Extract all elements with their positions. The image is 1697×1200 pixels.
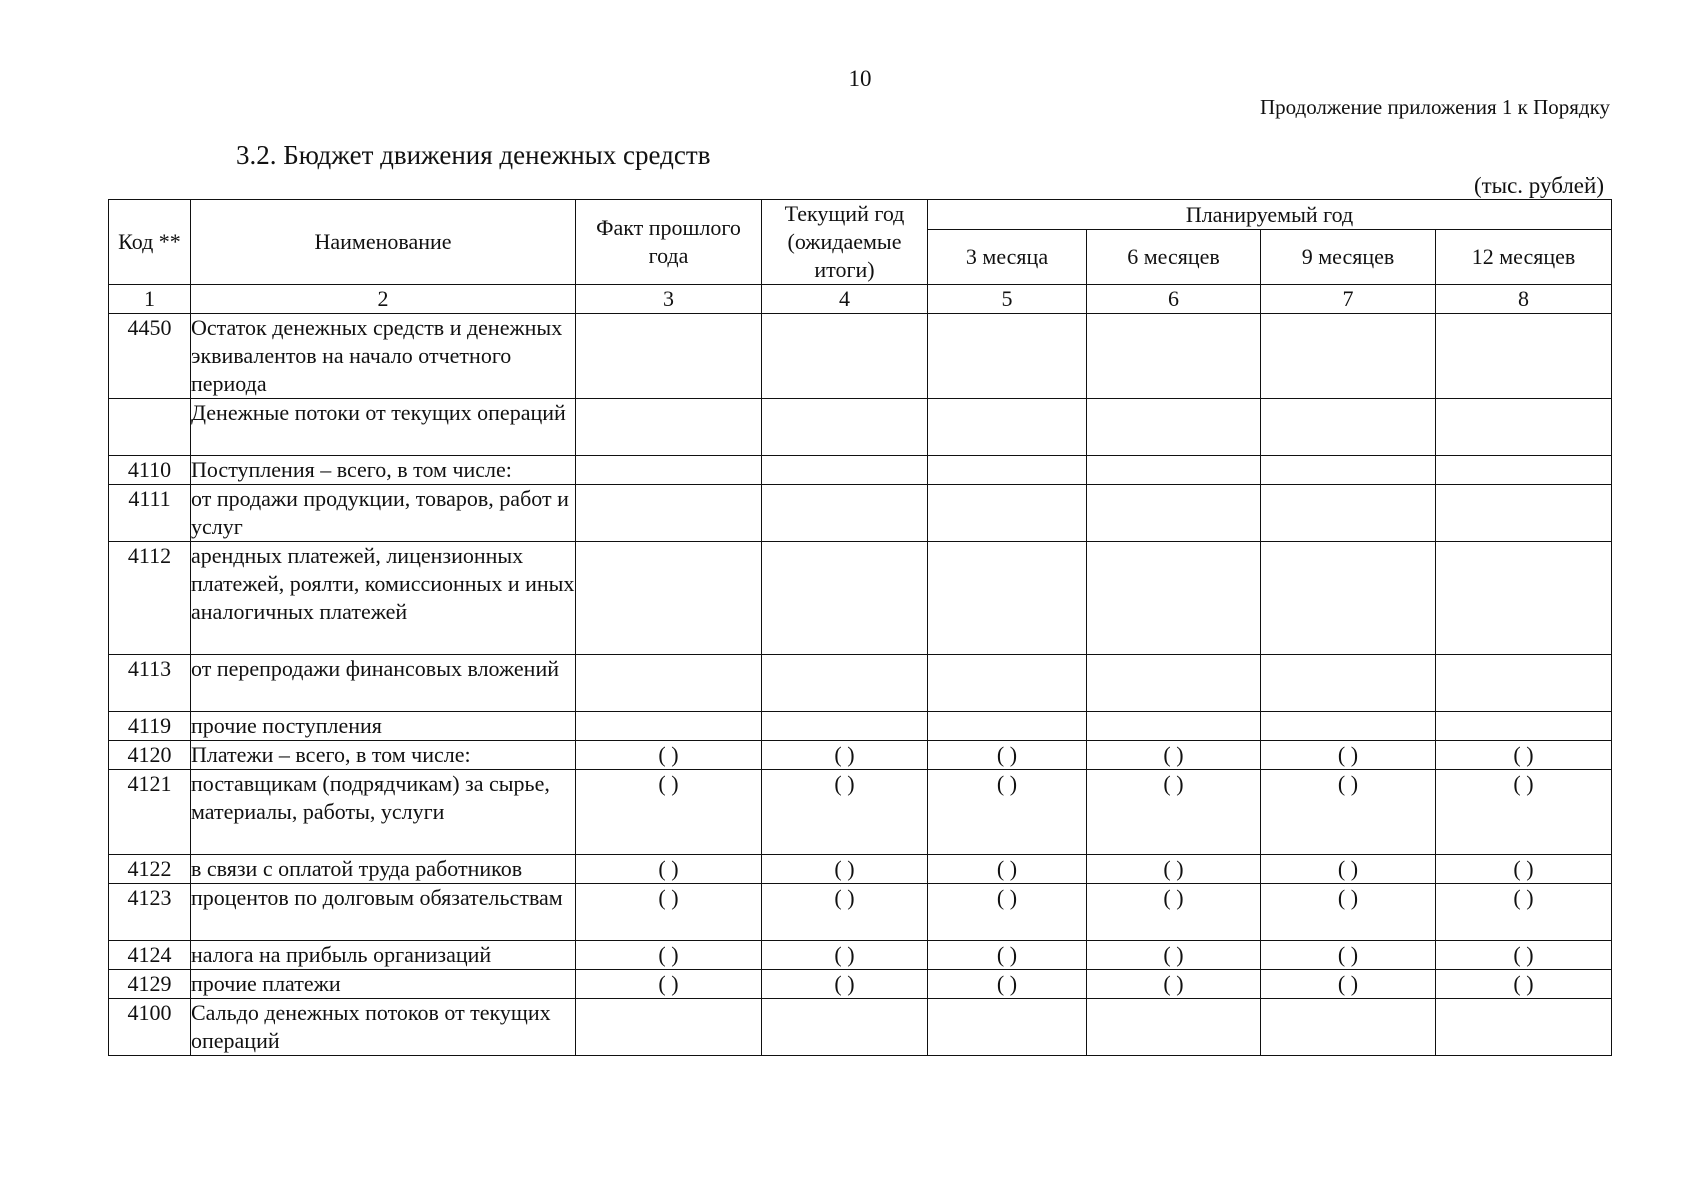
row-name: прочие поступления — [191, 712, 576, 741]
value-cell: ( ) — [928, 855, 1087, 884]
value-cell — [1261, 542, 1436, 655]
value-cell: ( ) — [576, 941, 762, 970]
value-cell — [1087, 655, 1261, 712]
value-cell — [1436, 999, 1612, 1056]
value-cell: ( ) — [576, 970, 762, 999]
value-cell: ( ) — [1087, 884, 1261, 941]
page-number: 10 — [848, 66, 872, 91]
column-number: 1 — [109, 285, 191, 314]
row-code: 4120 — [109, 741, 191, 770]
row-code: 4112 — [109, 542, 191, 655]
row-code: 4119 — [109, 712, 191, 741]
table-row — [109, 941, 1612, 970]
value-cell: ( ) — [1436, 855, 1612, 884]
row-name: поставщикам (подрядчикам) за сырье, материалы, работы, услуги — [191, 770, 576, 855]
row-code: 4122 — [109, 855, 191, 884]
units-note: (тыс. рублей) — [1473, 173, 1604, 198]
value-cell — [1261, 314, 1436, 399]
value-cell — [576, 399, 762, 456]
value-cell — [576, 542, 762, 655]
row-code: 4113 — [109, 655, 191, 712]
table-row — [109, 999, 1612, 1056]
value-cell: ( ) — [1261, 741, 1436, 770]
value-cell: ( ) — [1436, 884, 1612, 941]
value-cell: ( ) — [928, 741, 1087, 770]
row-name: арендных платежей, лицензионных платежей, роялти, комиссионных и иных аналогичных платежей — [191, 542, 576, 655]
row-code — [109, 399, 191, 456]
value-cell — [1261, 485, 1436, 542]
value-cell — [1087, 456, 1261, 485]
value-cell — [928, 399, 1087, 456]
value-cell — [1087, 314, 1261, 399]
value-cell — [576, 485, 762, 542]
column-number: 3 — [576, 285, 762, 314]
value-cell — [1087, 399, 1261, 456]
value-cell — [1261, 456, 1436, 485]
value-cell — [928, 456, 1087, 485]
value-cell — [762, 485, 928, 542]
section-title: 3.2. Бюджет движения денежных средств — [236, 140, 711, 170]
table-row — [109, 655, 1612, 712]
value-cell: ( ) — [1261, 770, 1436, 855]
row-code: 4110 — [109, 456, 191, 485]
column-numbers-row — [109, 285, 1612, 314]
value-cell: ( ) — [576, 741, 762, 770]
value-cell — [1087, 712, 1261, 741]
value-cell — [1436, 314, 1612, 399]
row-name: Поступления – всего, в том числе: — [191, 456, 576, 485]
value-cell — [928, 542, 1087, 655]
value-cell: ( ) — [576, 770, 762, 855]
value-cell — [576, 712, 762, 741]
header-3-months: 3 месяца — [928, 230, 1087, 285]
value-cell: ( ) — [1436, 941, 1612, 970]
header-code: Код ** — [109, 200, 191, 285]
value-cell: ( ) — [1087, 855, 1261, 884]
header-name: Наименование — [191, 200, 576, 285]
value-cell: ( ) — [1261, 855, 1436, 884]
row-name: от перепродажи финансовых вложений — [191, 655, 576, 712]
row-name: процентов по долговым обязательствам — [191, 884, 576, 941]
value-cell: ( ) — [1261, 941, 1436, 970]
row-name: Остаток денежных средств и денежных эквивалентов на начало отчетного периода — [191, 314, 576, 399]
value-cell: ( ) — [576, 855, 762, 884]
row-code: 4124 — [109, 941, 191, 970]
header-current-year: Текущий год (ожидаемые итоги) — [762, 200, 928, 285]
row-code: 4450 — [109, 314, 191, 399]
row-name: Платежи – всего, в том числе: — [191, 741, 576, 770]
value-cell: ( ) — [928, 941, 1087, 970]
value-cell — [1087, 542, 1261, 655]
header-prev-year: Факт прошлого года — [576, 200, 762, 285]
value-cell — [928, 999, 1087, 1056]
column-number: 4 — [762, 285, 928, 314]
value-cell — [762, 456, 928, 485]
value-cell — [928, 655, 1087, 712]
header-planned-year: Планируемый год — [928, 200, 1612, 230]
value-cell: ( ) — [1087, 741, 1261, 770]
value-cell: ( ) — [928, 770, 1087, 855]
value-cell — [1436, 456, 1612, 485]
row-name: прочие платежи — [191, 970, 576, 999]
header-9-months: 9 месяцев — [1261, 230, 1436, 285]
column-number: 2 — [191, 285, 576, 314]
table-row — [109, 456, 1612, 485]
value-cell: ( ) — [1087, 970, 1261, 999]
value-cell — [762, 655, 928, 712]
row-code: 4121 — [109, 770, 191, 855]
value-cell — [1436, 655, 1612, 712]
value-cell — [762, 314, 928, 399]
value-cell: ( ) — [928, 970, 1087, 999]
table-row — [109, 884, 1612, 941]
value-cell — [576, 314, 762, 399]
value-cell — [1436, 542, 1612, 655]
table-row — [109, 741, 1612, 770]
table-row — [109, 855, 1612, 884]
value-cell: ( ) — [762, 970, 928, 999]
value-cell — [762, 542, 928, 655]
value-cell: ( ) — [1087, 770, 1261, 855]
value-cell: ( ) — [762, 941, 928, 970]
column-number: 8 — [1436, 285, 1612, 314]
value-cell — [762, 712, 928, 741]
value-cell — [1436, 712, 1612, 741]
table-row — [109, 770, 1612, 855]
row-code: 4100 — [109, 999, 191, 1056]
table-row — [109, 399, 1612, 456]
row-code: 4111 — [109, 485, 191, 542]
value-cell — [1436, 399, 1612, 456]
value-cell — [1261, 399, 1436, 456]
value-cell: ( ) — [1087, 941, 1261, 970]
row-name: Денежные потоки от текущих операций — [191, 399, 576, 456]
value-cell: ( ) — [1436, 741, 1612, 770]
value-cell: ( ) — [762, 741, 928, 770]
value-cell — [928, 712, 1087, 741]
value-cell — [576, 999, 762, 1056]
value-cell — [928, 485, 1087, 542]
value-cell — [1261, 712, 1436, 741]
row-name: в связи с оплатой труда работников — [191, 855, 576, 884]
annex-note: Продолжение приложения 1 к Порядку — [1259, 95, 1610, 119]
value-cell — [1087, 999, 1261, 1056]
table-row — [109, 712, 1612, 741]
value-cell: ( ) — [762, 770, 928, 855]
value-cell: ( ) — [1436, 770, 1612, 855]
value-cell: ( ) — [762, 855, 928, 884]
row-code: 4129 — [109, 970, 191, 999]
value-cell: ( ) — [576, 884, 762, 941]
value-cell — [1087, 485, 1261, 542]
column-number: 6 — [1087, 285, 1261, 314]
row-name: налога на прибыль организаций — [191, 941, 576, 970]
value-cell — [928, 314, 1087, 399]
value-cell: ( ) — [1261, 970, 1436, 999]
value-cell — [1261, 655, 1436, 712]
table-row — [109, 542, 1612, 655]
value-cell — [1261, 999, 1436, 1056]
value-cell — [762, 399, 928, 456]
header-12-months: 12 месяцев — [1436, 230, 1612, 285]
column-number: 7 — [1261, 285, 1436, 314]
row-code: 4123 — [109, 884, 191, 941]
row-name: от продажи продукции, товаров, работ и услуг — [191, 485, 576, 542]
value-cell: ( ) — [762, 884, 928, 941]
value-cell: ( ) — [928, 884, 1087, 941]
column-number: 5 — [928, 285, 1087, 314]
value-cell — [576, 655, 762, 712]
value-cell — [762, 999, 928, 1056]
table-row — [109, 970, 1612, 999]
value-cell: ( ) — [1436, 970, 1612, 999]
header-6-months: 6 месяцев — [1087, 230, 1261, 285]
value-cell — [576, 456, 762, 485]
cash-flow-budget-table — [108, 199, 1612, 1056]
table-row — [109, 485, 1612, 542]
value-cell: ( ) — [1261, 884, 1436, 941]
row-name: Сальдо денежных потоков от текущих операций — [191, 999, 576, 1056]
value-cell — [1436, 485, 1612, 542]
table-row — [109, 314, 1612, 399]
